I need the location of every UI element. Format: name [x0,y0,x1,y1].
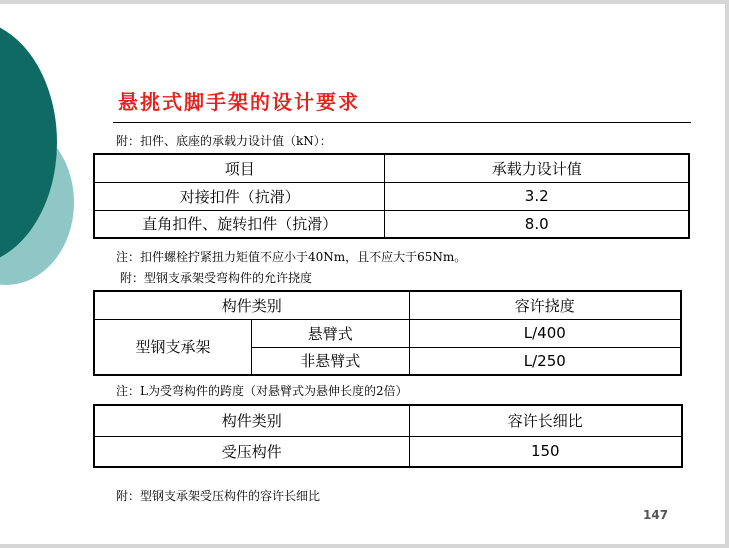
slide-border-bottom [0,544,729,548]
table-header-cell: 容许挠度 [409,291,681,319]
table-cell: 150 [409,436,682,467]
table-cell: 悬臂式 [252,319,410,347]
table-header-cell: 构件类别 [94,291,409,319]
note-span: 注：L为受弯构件的跨度（对悬臂式为悬伸长度的2倍） [116,384,408,398]
table-header-cell: 项目 [94,154,385,182]
table-cell: 3.2 [385,182,689,210]
table-header-cell: 承载力设计值 [385,154,689,182]
table-cell: 对接扣件（抗滑） [94,182,385,210]
title-divider [113,122,691,123]
table-header-row [94,291,681,319]
table-cell: 8.0 [385,210,689,238]
table-row [94,319,681,347]
slide-border-right [725,0,729,548]
table-header-cell: 构件类别 [94,405,409,436]
note-torque: 注：扣件螺栓拧紧扭力矩值不应小于40Nm，且不应大于65Nm。 [116,250,467,264]
table-cell: L/250 [409,347,681,375]
table-row [94,182,689,210]
note-slenderness: 附：型钢支承架受压构件的容许长细比 [116,489,321,503]
slenderness-table [93,404,683,468]
table-row [94,436,682,467]
table-row [94,210,689,238]
bearing-capacity-table [93,153,690,239]
table-cell: 直角扣件、旋转扣件（抗滑） [94,210,385,238]
slide-title: 悬挑式脚手架的设计要求 [118,90,360,114]
slide-border-top [0,0,729,4]
table-cell: 受压构件 [94,436,409,467]
table-cell: L/400 [409,319,681,347]
table-header-row [94,405,682,436]
table-header-row [94,154,689,182]
deflection-table [93,290,682,376]
note-deflection: 附：型钢支承架受弯构件的允许挠度 [120,271,313,285]
table-cell: 非悬臂式 [252,347,410,375]
table-group-cell: 型钢支承架 [94,319,252,375]
page-number: 147 [643,508,669,522]
table-header-cell: 容许长细比 [409,405,682,436]
note-bearing-capacity: 附：扣件、底座的承载力设计值（kN）： [116,134,332,148]
